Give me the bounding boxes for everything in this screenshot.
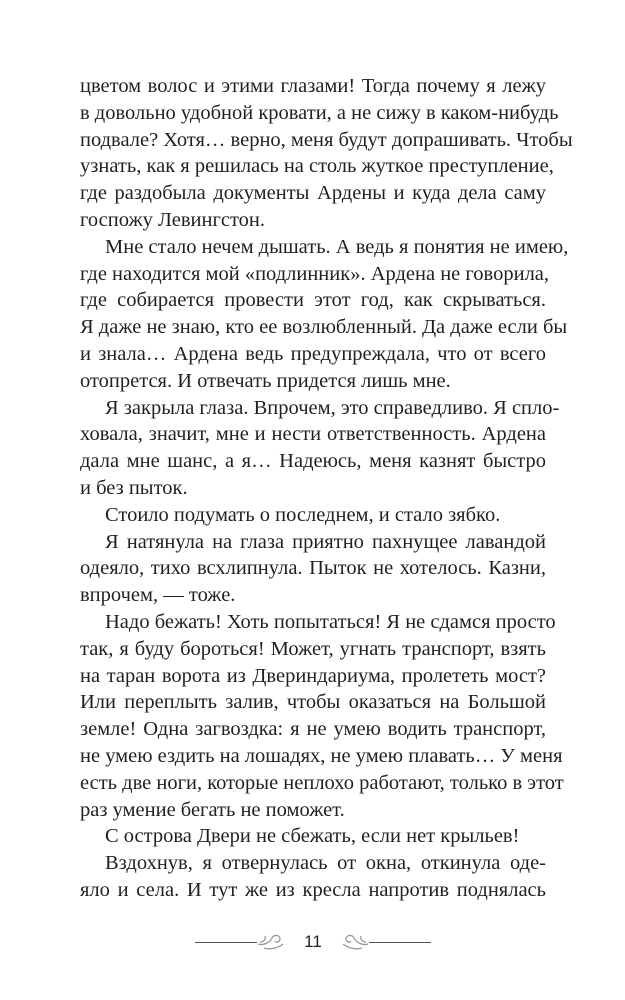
text-line: раз умение бегать не поможет. xyxy=(80,798,345,821)
text-line: земле! Одна загвоздка: я не умею водить транспорт, xyxy=(80,718,546,741)
text-line: Я натянула на глаза приятно пахнущее лавандой xyxy=(105,530,546,553)
text-line: Стоило подумать о последнем, и стало зябко. xyxy=(105,503,501,526)
text-line: так, я буду бороться! Может, угнать транспорт, взять xyxy=(80,637,546,660)
text-line: отопрется. И отвечать придется лишь мне. xyxy=(80,369,451,392)
text-line: где находится мой «подлинник». Ардена не говорила, xyxy=(80,262,550,285)
text-line: Или переплыть залив, чтобы оказаться на Большой xyxy=(80,691,546,714)
footer-rule-right xyxy=(369,942,431,943)
text-line: не умею ездить на лошадях, не умею плавать… У меня xyxy=(80,744,563,767)
text-line: С острова Двери не сбежать, если нет крыльев! xyxy=(105,825,520,848)
page-footer xyxy=(0,930,625,954)
text-line: яло и села. И тут же из кресла напротив поднялась xyxy=(80,878,546,901)
page-body-text xyxy=(80,73,573,904)
text-line: где раздобыла документы Ардены и куда дела саму xyxy=(80,182,546,205)
text-line: одеяло, тихо всхлипнула. Пыток не хотелось. Казни, xyxy=(80,557,546,580)
text-line: в довольно удобной кровати, а не сижу в каком-нибудь xyxy=(80,101,559,124)
text-line: подвале? Хотя… верно, меня будут допрашивать. Чтобы xyxy=(80,128,573,151)
text-line: госпожу Левингстон. xyxy=(80,208,266,231)
text-line: и знала… Ардена ведь предупреждала, что от всего xyxy=(80,342,546,365)
text-line: Я даже не знаю, кто ее возлюбленный. Да даже если бы xyxy=(80,316,568,339)
swirl-ornament-icon xyxy=(340,932,370,952)
text-line: Мне стало нечем дышать. А ведь я понятия не имею, xyxy=(105,235,569,258)
text-line: на таран ворота из Двериндариума, пролететь мост? xyxy=(80,664,546,687)
text-line: Надо бежать! Хоть попытаться! Я не сдамся просто xyxy=(105,610,556,633)
text-line: узнать, как я решилась на столь жуткое преступление, xyxy=(80,155,554,178)
swirl-ornament-icon xyxy=(256,932,286,952)
text-line: дала мне шанс, а я… Надеюсь, меня казнят быстро xyxy=(80,450,546,473)
text-line: Вздохнув, я отвернулась от окна, откинула оде- xyxy=(105,852,546,875)
text-line: цветом волос и этими глазами! Тогда почему я лежу xyxy=(80,75,546,97)
text-line: и без пыток. xyxy=(80,476,188,499)
text-line: где собирается провести этот год, как скрываться. xyxy=(80,289,546,312)
footer-rule-left xyxy=(195,942,257,943)
text-line: Я закрыла глаза. Впрочем, это справедливо. Я спло- xyxy=(105,396,560,419)
text-line: впрочем, — тоже. xyxy=(80,584,236,607)
text-line: есть две ноги, которые неплохо работают, только в этот xyxy=(80,771,564,794)
text-line: ховала, значит, мне и нести ответственность. Ардена xyxy=(80,423,546,446)
page-number: 11 xyxy=(304,932,322,951)
